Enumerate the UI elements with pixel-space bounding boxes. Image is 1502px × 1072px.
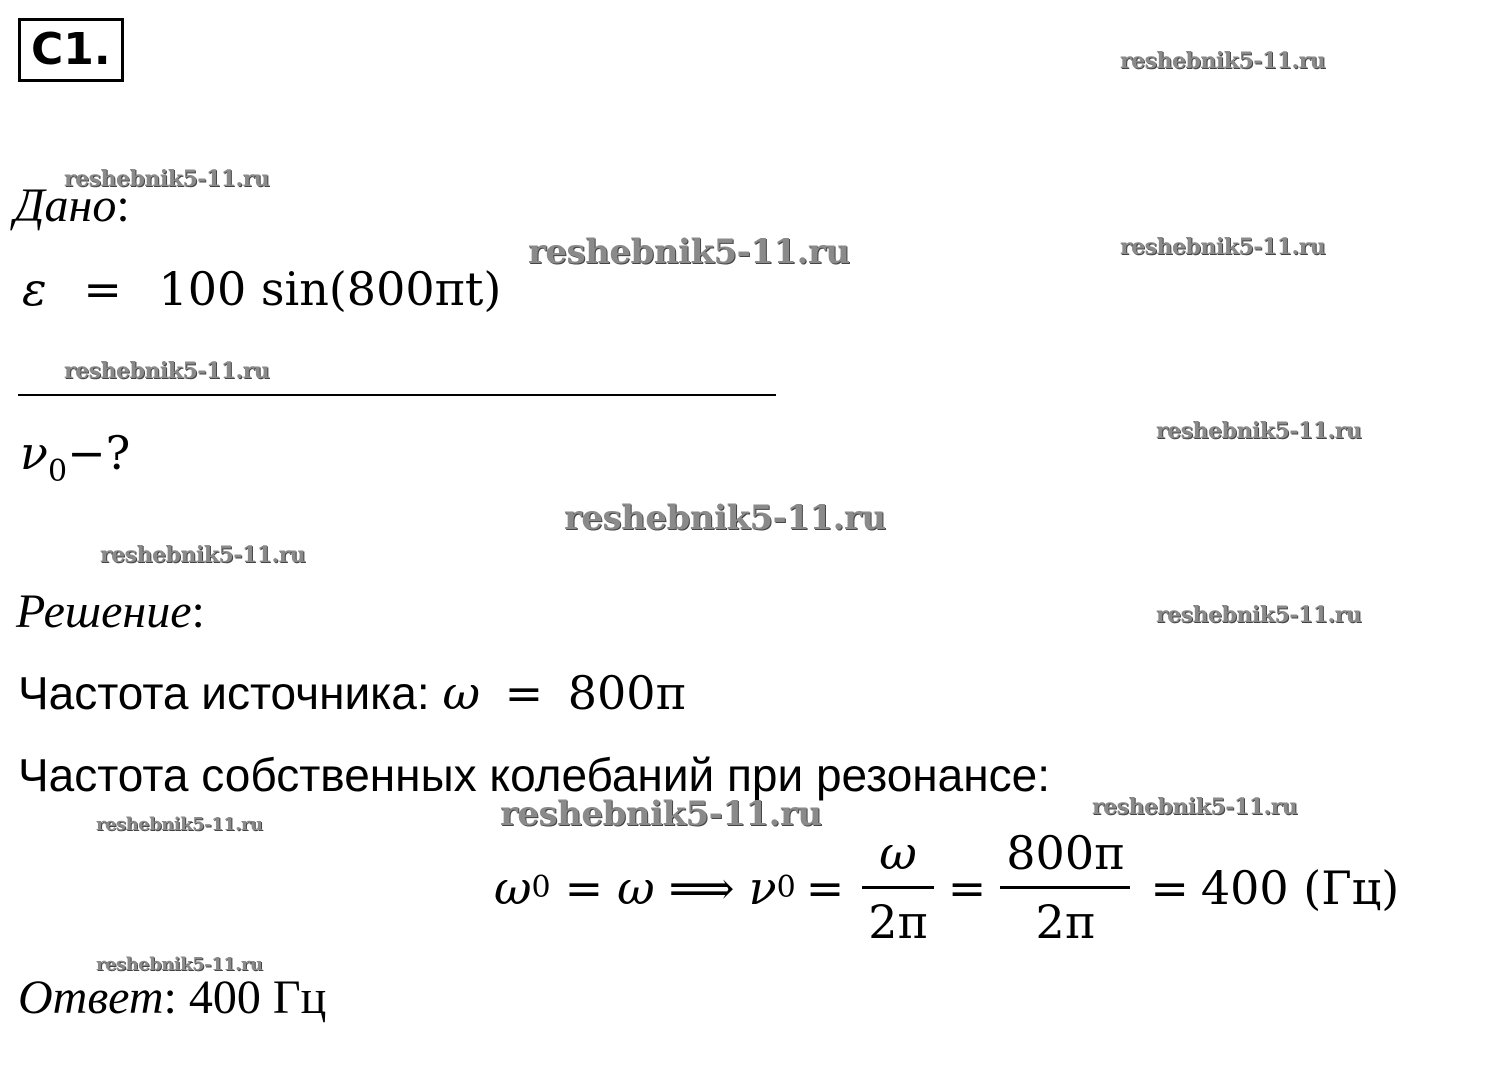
emf-expression: 100 sin(800πt) (158, 262, 502, 316)
fraction-omega-over-2pi: $\frac{\omega}{2\pi}$ (862, 826, 934, 949)
answer-line: Ответ: 400 Гц (18, 971, 327, 1024)
emf-symbol: ε (22, 262, 47, 316)
watermark: reshebnik5-11.ru (64, 358, 270, 384)
watermark: reshebnik5-11.ru (500, 794, 822, 834)
resonance-formula: ω 0 = ω ⟹ ν 0 = $\frac{\omega}{2\pi}$ = $\frac{800\pi}{2\pi}$ = 400 (Гц) (494, 826, 1400, 949)
task-number: C1 (31, 24, 94, 75)
watermark: reshebnik5-11.ru (1092, 794, 1298, 820)
watermark: reshebnik5-11.ru (64, 166, 270, 192)
watermark: reshebnik5-11.ru (1120, 48, 1326, 74)
given-equation: ε = 100 sin(800πt) (22, 262, 502, 316)
task-number-box: C1. (18, 18, 124, 82)
watermark: reshebnik5-11.ru (1156, 602, 1362, 628)
answer-value: 400 Гц (188, 971, 327, 1024)
given-divider (18, 394, 776, 396)
formula-result: 400 (Гц) (1200, 860, 1400, 915)
watermark: reshebnik5-11.ru (564, 498, 886, 538)
watermark: reshebnik5-11.ru (96, 814, 263, 835)
solution-label: Решение: (16, 585, 205, 638)
watermark: reshebnik5-11.ru (100, 542, 306, 568)
watermark: reshebnik5-11.ru (528, 232, 850, 272)
watermark: reshebnik5-11.ru (1156, 418, 1362, 444)
solution-line-resonance: Частота собственных колебаний при резонансе: (18, 749, 1051, 801)
watermark: reshebnik5-11.ru (1120, 234, 1326, 260)
watermark: reshebnik5-11.ru (96, 954, 263, 975)
fraction-800pi-over-2pi: $\frac{800\pi}{2\pi}$ (1000, 826, 1130, 949)
solution-line-source-frequency: Частота источника: ω = 800π (18, 666, 686, 720)
given-label: Дано: (14, 179, 130, 232)
find-line: $\nu_0-$? (20, 426, 131, 489)
